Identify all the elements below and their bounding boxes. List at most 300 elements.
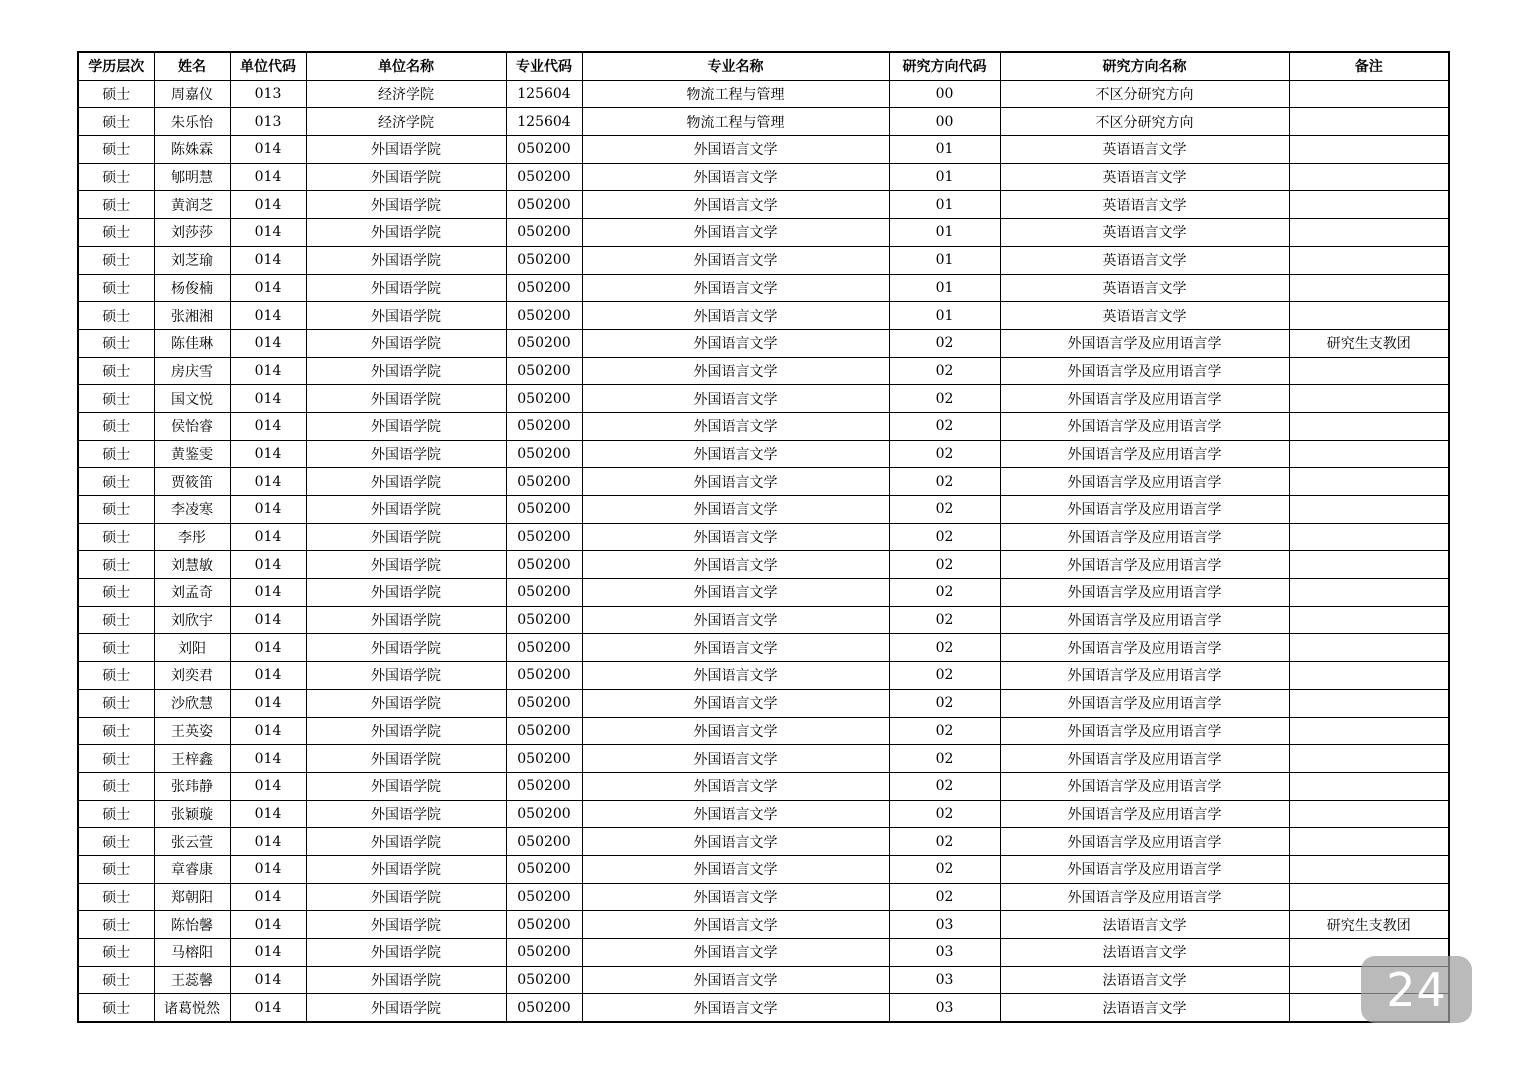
table-row (78, 191, 1449, 219)
direction-name-cell: 法语语言文学 (1000, 994, 1289, 1022)
education-level-cell: 硕士 (78, 689, 154, 717)
direction-name-cell: 外国语言学及应用语言学 (1000, 412, 1289, 440)
name-cell: 国文悦 (154, 385, 230, 413)
education-level-cell: 硕士 (78, 440, 154, 468)
remarks-cell (1289, 274, 1449, 302)
major-code-cell: 050200 (506, 939, 582, 967)
remarks-cell (1289, 385, 1449, 413)
remarks-cell (1289, 412, 1449, 440)
major-name-cell: 外国语言文学 (582, 606, 889, 634)
major-name-cell: 外国语言文学 (582, 385, 889, 413)
direction-code-cell: 02 (889, 717, 1000, 745)
remarks-cell (1289, 855, 1449, 883)
education-level-cell: 硕士 (78, 80, 154, 108)
name-cell: 陈姝霖 (154, 136, 230, 164)
unit-code-cell: 013 (230, 108, 306, 136)
unit-name-cell: 外国语学院 (306, 800, 506, 828)
major-name-cell: 外国语言文学 (582, 468, 889, 496)
direction-name-cell: 外国语言学及应用语言学 (1000, 717, 1289, 745)
unit-code-cell: 014 (230, 412, 306, 440)
unit-code-cell: 014 (230, 551, 306, 579)
direction-code-cell: 02 (889, 883, 1000, 911)
name-cell: 黄润芝 (154, 191, 230, 219)
table-row (78, 579, 1449, 607)
major-name-cell: 外国语言文学 (582, 662, 889, 690)
major-code-cell: 050200 (506, 246, 582, 274)
major-name-cell: 外国语言文学 (582, 191, 889, 219)
header-cell-direction-name: 研究方向名称 (1000, 52, 1289, 80)
unit-name-cell: 外国语学院 (306, 385, 506, 413)
table-row (78, 994, 1449, 1022)
unit-name-cell: 外国语学院 (306, 994, 506, 1022)
unit-name-cell: 外国语学院 (306, 163, 506, 191)
unit-code-cell: 014 (230, 772, 306, 800)
education-level-cell: 硕士 (78, 717, 154, 745)
direction-name-cell: 外国语言学及应用语言学 (1000, 440, 1289, 468)
direction-code-cell: 02 (889, 468, 1000, 496)
unit-name-cell: 经济学院 (306, 108, 506, 136)
direction-name-cell: 外国语言学及应用语言学 (1000, 357, 1289, 385)
unit-name-cell: 外国语学院 (306, 274, 506, 302)
major-name-cell: 物流工程与管理 (582, 108, 889, 136)
table-row (78, 274, 1449, 302)
direction-name-cell: 外国语言学及应用语言学 (1000, 606, 1289, 634)
name-cell: 王蕊馨 (154, 966, 230, 994)
unit-name-cell: 外国语学院 (306, 911, 506, 939)
header-cell-unit-code: 单位代码 (230, 52, 306, 80)
major-code-cell: 050200 (506, 191, 582, 219)
major-code-cell: 050200 (506, 329, 582, 357)
major-name-cell: 外国语言文学 (582, 357, 889, 385)
unit-code-cell: 014 (230, 606, 306, 634)
name-cell: 张湘湘 (154, 302, 230, 330)
name-cell: 刘阳 (154, 634, 230, 662)
remarks-cell (1289, 440, 1449, 468)
direction-code-cell: 01 (889, 246, 1000, 274)
major-name-cell: 外国语言文学 (582, 689, 889, 717)
table-row (78, 883, 1449, 911)
name-cell: 刘慧敏 (154, 551, 230, 579)
table-row (78, 634, 1449, 662)
remarks-cell (1289, 302, 1449, 330)
table-row (78, 855, 1449, 883)
direction-code-cell: 00 (889, 108, 1000, 136)
major-name-cell: 外国语言文学 (582, 496, 889, 524)
unit-code-cell: 014 (230, 302, 306, 330)
major-code-cell: 050200 (506, 745, 582, 773)
name-cell: 刘莎莎 (154, 219, 230, 247)
table-row (78, 966, 1449, 994)
direction-code-cell: 02 (889, 579, 1000, 607)
remarks-cell (1289, 745, 1449, 773)
table-row (78, 717, 1449, 745)
direction-code-cell: 01 (889, 191, 1000, 219)
direction-name-cell: 外国语言学及应用语言学 (1000, 523, 1289, 551)
education-level-cell: 硕士 (78, 828, 154, 856)
name-cell: 房庆雪 (154, 357, 230, 385)
major-code-cell: 050200 (506, 606, 582, 634)
direction-name-cell: 外国语言学及应用语言学 (1000, 634, 1289, 662)
education-level-cell: 硕士 (78, 966, 154, 994)
major-code-cell: 050200 (506, 551, 582, 579)
education-level-cell: 硕士 (78, 772, 154, 800)
education-level-cell: 硕士 (78, 745, 154, 773)
direction-code-cell: 02 (889, 689, 1000, 717)
major-name-cell: 外国语言文学 (582, 412, 889, 440)
remarks-cell (1289, 246, 1449, 274)
direction-code-cell: 02 (889, 412, 1000, 440)
major-code-cell: 050200 (506, 357, 582, 385)
direction-name-cell: 外国语言学及应用语言学 (1000, 800, 1289, 828)
major-name-cell: 外国语言文学 (582, 163, 889, 191)
name-cell: 张云萱 (154, 828, 230, 856)
major-code-cell: 050200 (506, 579, 582, 607)
table-row (78, 939, 1449, 967)
table-row (78, 136, 1449, 164)
unit-code-cell: 014 (230, 357, 306, 385)
unit-name-cell: 外国语学院 (306, 219, 506, 247)
direction-code-cell: 02 (889, 634, 1000, 662)
header-cell-unit-name: 单位名称 (306, 52, 506, 80)
unit-code-cell: 014 (230, 634, 306, 662)
major-name-cell: 外国语言文学 (582, 136, 889, 164)
remarks-cell (1289, 163, 1449, 191)
direction-name-cell: 英语语言文学 (1000, 274, 1289, 302)
remarks-cell (1289, 551, 1449, 579)
name-cell: 张颖璇 (154, 800, 230, 828)
education-level-cell: 硕士 (78, 523, 154, 551)
unit-code-cell: 014 (230, 939, 306, 967)
remarks-cell (1289, 136, 1449, 164)
major-name-cell: 外国语言文学 (582, 800, 889, 828)
unit-name-cell: 外国语学院 (306, 191, 506, 219)
unit-code-cell: 014 (230, 800, 306, 828)
table-row (78, 606, 1449, 634)
name-cell: 朱乐怡 (154, 108, 230, 136)
direction-code-cell: 02 (889, 606, 1000, 634)
unit-code-cell: 014 (230, 745, 306, 773)
table-row (78, 745, 1449, 773)
table-row (78, 246, 1449, 274)
direction-name-cell: 英语语言文学 (1000, 302, 1289, 330)
direction-code-cell: 02 (889, 745, 1000, 773)
major-name-cell: 外国语言文学 (582, 855, 889, 883)
education-level-cell: 硕士 (78, 855, 154, 883)
name-cell: 刘欣宇 (154, 606, 230, 634)
name-cell: 王英姿 (154, 717, 230, 745)
major-code-cell: 050200 (506, 966, 582, 994)
remarks-cell (1289, 717, 1449, 745)
direction-code-cell: 02 (889, 855, 1000, 883)
unit-code-cell: 014 (230, 246, 306, 274)
unit-code-cell: 014 (230, 828, 306, 856)
remarks-cell: 研究生支教团 (1289, 329, 1449, 357)
major-name-cell: 外国语言文学 (582, 745, 889, 773)
unit-code-cell: 014 (230, 496, 306, 524)
education-level-cell: 硕士 (78, 219, 154, 247)
direction-code-cell: 01 (889, 163, 1000, 191)
name-cell: 周嘉仪 (154, 80, 230, 108)
education-level-cell: 硕士 (78, 108, 154, 136)
table-row (78, 523, 1449, 551)
direction-code-cell: 02 (889, 662, 1000, 690)
major-name-cell: 外国语言文学 (582, 302, 889, 330)
education-level-cell: 硕士 (78, 468, 154, 496)
major-code-cell: 050200 (506, 163, 582, 191)
table-row (78, 440, 1449, 468)
name-cell: 李彤 (154, 523, 230, 551)
major-name-cell: 外国语言文学 (582, 634, 889, 662)
direction-name-cell: 英语语言文学 (1000, 191, 1289, 219)
unit-code-cell: 014 (230, 468, 306, 496)
unit-name-cell: 外国语学院 (306, 136, 506, 164)
unit-name-cell: 外国语学院 (306, 828, 506, 856)
major-name-cell: 外国语言文学 (582, 579, 889, 607)
direction-code-cell: 03 (889, 939, 1000, 967)
education-level-cell: 硕士 (78, 329, 154, 357)
direction-code-cell: 02 (889, 385, 1000, 413)
unit-name-cell: 外国语学院 (306, 662, 506, 690)
header-cell-education-level: 学历层次 (78, 52, 154, 80)
table-row (78, 329, 1449, 357)
unit-name-cell: 外国语学院 (306, 468, 506, 496)
unit-name-cell: 外国语学院 (306, 302, 506, 330)
major-name-cell: 外国语言文学 (582, 994, 889, 1022)
unit-name-cell: 外国语学院 (306, 939, 506, 967)
major-code-cell: 050200 (506, 800, 582, 828)
major-name-cell: 外国语言文学 (582, 551, 889, 579)
major-name-cell: 外国语言文学 (582, 246, 889, 274)
major-code-cell: 125604 (506, 108, 582, 136)
direction-name-cell: 外国语言学及应用语言学 (1000, 828, 1289, 856)
direction-code-cell: 03 (889, 994, 1000, 1022)
major-name-cell: 外国语言文学 (582, 883, 889, 911)
major-code-cell: 050200 (506, 828, 582, 856)
major-name-cell: 外国语言文学 (582, 523, 889, 551)
education-level-cell: 硕士 (78, 551, 154, 579)
education-level-cell: 硕士 (78, 496, 154, 524)
remarks-cell (1289, 606, 1449, 634)
major-code-cell: 050200 (506, 219, 582, 247)
education-level-cell: 硕士 (78, 939, 154, 967)
direction-name-cell: 外国语言学及应用语言学 (1000, 772, 1289, 800)
remarks-cell (1289, 108, 1449, 136)
header-cell-major-name: 专业名称 (582, 52, 889, 80)
unit-name-cell: 外国语学院 (306, 579, 506, 607)
direction-name-cell: 外国语言学及应用语言学 (1000, 468, 1289, 496)
table-row (78, 911, 1449, 939)
remarks-cell (1289, 191, 1449, 219)
unit-name-cell: 外国语学院 (306, 745, 506, 773)
major-name-cell: 外国语言文学 (582, 772, 889, 800)
direction-name-cell: 英语语言文学 (1000, 219, 1289, 247)
major-code-cell: 050200 (506, 468, 582, 496)
major-name-cell: 外国语言文学 (582, 828, 889, 856)
direction-name-cell: 外国语言学及应用语言学 (1000, 329, 1289, 357)
table-row (78, 551, 1449, 579)
major-name-cell: 外国语言文学 (582, 717, 889, 745)
direction-code-cell: 01 (889, 302, 1000, 330)
table-row (78, 108, 1449, 136)
name-cell: 刘芝瑜 (154, 246, 230, 274)
major-code-cell: 050200 (506, 689, 582, 717)
table-row (78, 412, 1449, 440)
table-row (78, 385, 1449, 413)
name-cell: 侯怡睿 (154, 412, 230, 440)
unit-code-cell: 014 (230, 966, 306, 994)
name-cell: 郑朝阳 (154, 883, 230, 911)
remarks-cell (1289, 357, 1449, 385)
education-level-cell: 硕士 (78, 385, 154, 413)
direction-code-cell: 01 (889, 219, 1000, 247)
unit-code-cell: 014 (230, 855, 306, 883)
direction-code-cell: 02 (889, 551, 1000, 579)
name-cell: 黄鉴雯 (154, 440, 230, 468)
header-row (78, 52, 1449, 80)
major-name-cell: 外国语言文学 (582, 440, 889, 468)
unit-name-cell: 外国语学院 (306, 883, 506, 911)
major-code-cell: 050200 (506, 855, 582, 883)
name-cell: 刘孟奇 (154, 579, 230, 607)
direction-name-cell: 外国语言学及应用语言学 (1000, 385, 1289, 413)
unit-code-cell: 014 (230, 883, 306, 911)
direction-code-cell: 02 (889, 523, 1000, 551)
direction-code-cell: 02 (889, 772, 1000, 800)
remarks-cell: 研究生支教团 (1289, 911, 1449, 939)
major-code-cell: 050200 (506, 772, 582, 800)
remarks-cell (1289, 80, 1449, 108)
major-name-cell: 外国语言文学 (582, 939, 889, 967)
direction-name-cell: 外国语言学及应用语言学 (1000, 745, 1289, 773)
unit-code-cell: 014 (230, 191, 306, 219)
unit-code-cell: 014 (230, 219, 306, 247)
header-cell-name: 姓名 (154, 52, 230, 80)
education-level-cell: 硕士 (78, 994, 154, 1022)
major-name-cell: 物流工程与管理 (582, 80, 889, 108)
major-code-cell: 050200 (506, 717, 582, 745)
education-level-cell: 硕士 (78, 163, 154, 191)
table-row (78, 468, 1449, 496)
remarks-cell (1289, 523, 1449, 551)
major-name-cell: 外国语言文学 (582, 274, 889, 302)
direction-name-cell: 外国语言学及应用语言学 (1000, 689, 1289, 717)
unit-name-cell: 外国语学院 (306, 329, 506, 357)
table-row (78, 662, 1449, 690)
unit-name-cell: 外国语学院 (306, 606, 506, 634)
education-level-cell: 硕士 (78, 357, 154, 385)
major-code-cell: 050200 (506, 302, 582, 330)
major-code-cell: 050200 (506, 440, 582, 468)
major-code-cell: 050200 (506, 496, 582, 524)
name-cell: 王梓鑫 (154, 745, 230, 773)
direction-name-cell: 不区分研究方向 (1000, 80, 1289, 108)
table-row (78, 80, 1449, 108)
remarks-cell (1289, 634, 1449, 662)
remarks-cell (1289, 800, 1449, 828)
direction-code-cell: 02 (889, 329, 1000, 357)
unit-name-cell: 外国语学院 (306, 634, 506, 662)
name-cell: 章睿康 (154, 855, 230, 883)
education-level-cell: 硕士 (78, 246, 154, 274)
header-cell-remarks: 备注 (1289, 52, 1449, 80)
education-level-cell: 硕士 (78, 911, 154, 939)
education-level-cell: 硕士 (78, 883, 154, 911)
unit-code-cell: 014 (230, 385, 306, 413)
major-code-cell: 050200 (506, 412, 582, 440)
page-number-badge: 24 (1361, 956, 1472, 1023)
major-name-cell: 外国语言文学 (582, 219, 889, 247)
unit-code-cell: 014 (230, 329, 306, 357)
direction-code-cell: 02 (889, 357, 1000, 385)
direction-name-cell: 外国语言学及应用语言学 (1000, 551, 1289, 579)
direction-code-cell: 02 (889, 800, 1000, 828)
unit-code-cell: 013 (230, 80, 306, 108)
table-row (78, 689, 1449, 717)
major-code-cell: 050200 (506, 136, 582, 164)
education-level-cell: 硕士 (78, 579, 154, 607)
direction-name-cell: 法语语言文学 (1000, 966, 1289, 994)
table-body (78, 80, 1449, 1022)
unit-code-cell: 014 (230, 689, 306, 717)
unit-name-cell: 外国语学院 (306, 246, 506, 274)
direction-name-cell: 英语语言文学 (1000, 163, 1289, 191)
remarks-cell (1289, 883, 1449, 911)
direction-code-cell: 03 (889, 911, 1000, 939)
header-cell-direction-code: 研究方向代码 (889, 52, 1000, 80)
table-row (78, 772, 1449, 800)
name-cell: 李凌寒 (154, 496, 230, 524)
direction-code-cell: 02 (889, 440, 1000, 468)
name-cell: 陈佳琳 (154, 329, 230, 357)
major-name-cell: 外国语言文学 (582, 911, 889, 939)
remarks-cell (1289, 579, 1449, 607)
table-row (78, 219, 1449, 247)
education-level-cell: 硕士 (78, 662, 154, 690)
unit-name-cell: 经济学院 (306, 80, 506, 108)
unit-code-cell: 014 (230, 274, 306, 302)
unit-name-cell: 外国语学院 (306, 689, 506, 717)
education-level-cell: 硕士 (78, 800, 154, 828)
name-cell: 沙欣慧 (154, 689, 230, 717)
unit-code-cell: 014 (230, 163, 306, 191)
direction-code-cell: 02 (889, 828, 1000, 856)
major-code-cell: 050200 (506, 994, 582, 1022)
direction-code-cell: 01 (889, 136, 1000, 164)
education-level-cell: 硕士 (78, 606, 154, 634)
major-code-cell: 125604 (506, 80, 582, 108)
direction-name-cell: 外国语言学及应用语言学 (1000, 855, 1289, 883)
unit-name-cell: 外国语学院 (306, 551, 506, 579)
unit-code-cell: 014 (230, 911, 306, 939)
education-level-cell: 硕士 (78, 634, 154, 662)
unit-name-cell: 外国语学院 (306, 772, 506, 800)
direction-code-cell: 00 (889, 80, 1000, 108)
admission-list-table (77, 51, 1450, 1023)
name-cell: 贾筱笛 (154, 468, 230, 496)
education-level-cell: 硕士 (78, 274, 154, 302)
unit-code-cell: 014 (230, 579, 306, 607)
remarks-cell (1289, 828, 1449, 856)
remarks-cell (1289, 219, 1449, 247)
direction-name-cell: 不区分研究方向 (1000, 108, 1289, 136)
education-level-cell: 硕士 (78, 136, 154, 164)
major-code-cell: 050200 (506, 662, 582, 690)
direction-code-cell: 01 (889, 274, 1000, 302)
direction-name-cell: 法语语言文学 (1000, 911, 1289, 939)
unit-name-cell: 外国语学院 (306, 357, 506, 385)
major-code-cell: 050200 (506, 634, 582, 662)
unit-code-cell: 014 (230, 662, 306, 690)
